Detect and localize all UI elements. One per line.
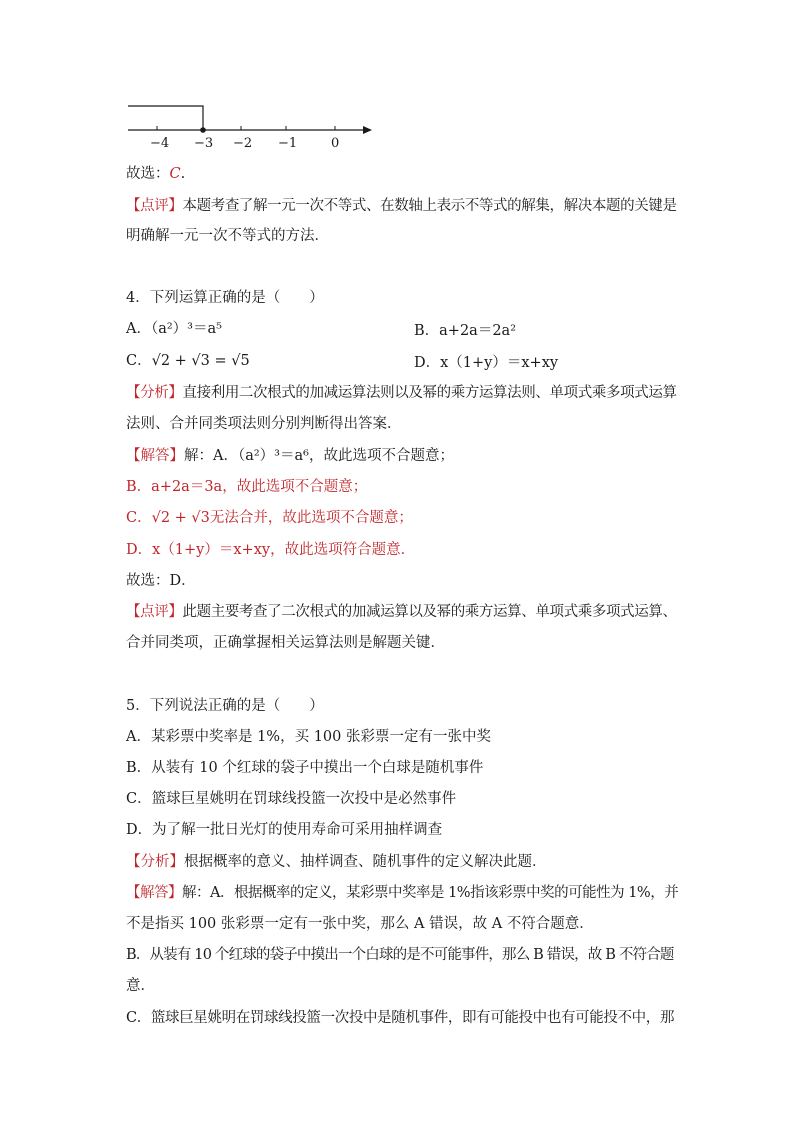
analysis-tag: 【分析】 [126, 854, 184, 870]
number-line-figure [120, 96, 380, 152]
closed-dot [200, 127, 206, 133]
q4-solution-b: B．a+2a＝3a，故此选项不合题意； [126, 479, 368, 495]
q4-comment: 【点评】此题主要考查了二次根式的加减运算以及幂的乘方运算、单项式乘多项式运算、 [126, 604, 677, 620]
tick-label: −2 [233, 136, 253, 151]
q3-comment: 【点评】本题考查了解一元一次不等式、在数轴上表示不等式的解集，解决本题的关键是 [126, 198, 677, 214]
q4-solution-c: C．√2 + √3无法合并，故此选项不合题意； [126, 510, 413, 526]
q5-option-b: B．从装有 10 个红球的袋子中摸出一个白球是随机事件 [126, 760, 484, 776]
q4-option-c: C．√2 + √3 = √5 [126, 353, 250, 369]
q5-option-c: C．篮球巨星姚明在罚球线投篮一次投中是必然事件 [126, 791, 457, 807]
q5-solution-b-cont: 意． [126, 978, 155, 994]
q4-analysis-cont: 法则、合并同类项法则分别判断得出答案． [126, 416, 402, 432]
q3-comment-cont: 明确解一元一次不等式的方法． [126, 228, 329, 244]
q4-solution-a: 【解答】解：A．（a²）³＝a⁶，故此选项不合题意； [126, 448, 454, 464]
q4-stem: 4．下列运算正确的是（ ） [126, 290, 324, 306]
q4-option-b: B．a+2a＝2a² [414, 323, 517, 339]
q4-analysis: 【分析】直接利用二次根式的加减运算法则以及幂的乘方运算法则、单项式乘多项式运算 [126, 385, 677, 401]
q5-solution-c: C．篮球巨星姚明在罚球线投篮一次投中是随机事件，即有可能投中也有可能投不中，那 [126, 1010, 675, 1026]
analysis-tag: 【分析】 [126, 385, 183, 401]
tick-label: −3 [194, 136, 214, 151]
tick-label: −4 [150, 136, 170, 151]
q5-option-a: A．某彩票中奖率是 1%，买 100 张彩票一定有一张中奖 [126, 729, 491, 745]
q5-option-d: D．为了解一批日光灯的使用寿命可采用抽样调查 [126, 822, 443, 838]
comment-tag: 【点评】 [126, 604, 183, 620]
q5-solution-b: B．从装有 10 个红球的袋子中摸出一个白球的是不可能事件，那么 B 错误，故 B 不符合题 [126, 947, 674, 963]
q4-comment-cont: 合并同类项，正确掌握相关运算法则是解题关键． [126, 635, 445, 651]
q4-option-d: D．x（1+y）＝x+xy [414, 355, 559, 371]
solution-tag: 【解答】 [126, 885, 182, 901]
tick-label: 0 [331, 136, 340, 151]
arrow-right-icon [363, 126, 372, 134]
q3-answer-line: 故选：C. [126, 166, 186, 182]
q5-solution-a-cont: 不是指买 100 张彩票一定有一张中奖，那么 A 错误，故 A 不符合题意． [126, 916, 594, 932]
q4-solution-d: D．x（1+y）＝x+xy，故此选项符合题意． [126, 542, 416, 558]
q5-analysis: 【分析】根据概率的意义、抽样调查、随机事件的定义解决此题． [126, 854, 547, 870]
solution-tag: 【解答】 [126, 448, 184, 464]
comment-tag: 【点评】 [126, 198, 183, 214]
solution-set-bracket [128, 106, 203, 130]
q5-solution-a: 【解答】解：A．根据概率的定义，某彩票中奖率是 1%指该彩票中奖的可能性为 1%，并 [126, 885, 679, 901]
q5-stem: 5．下列说法正确的是（ ） [126, 698, 324, 714]
q4-answer-line: 故选：D． [126, 573, 196, 589]
tick-label: −1 [278, 136, 298, 151]
q4-option-a: A．（a²）³＝a⁵ [126, 321, 222, 337]
